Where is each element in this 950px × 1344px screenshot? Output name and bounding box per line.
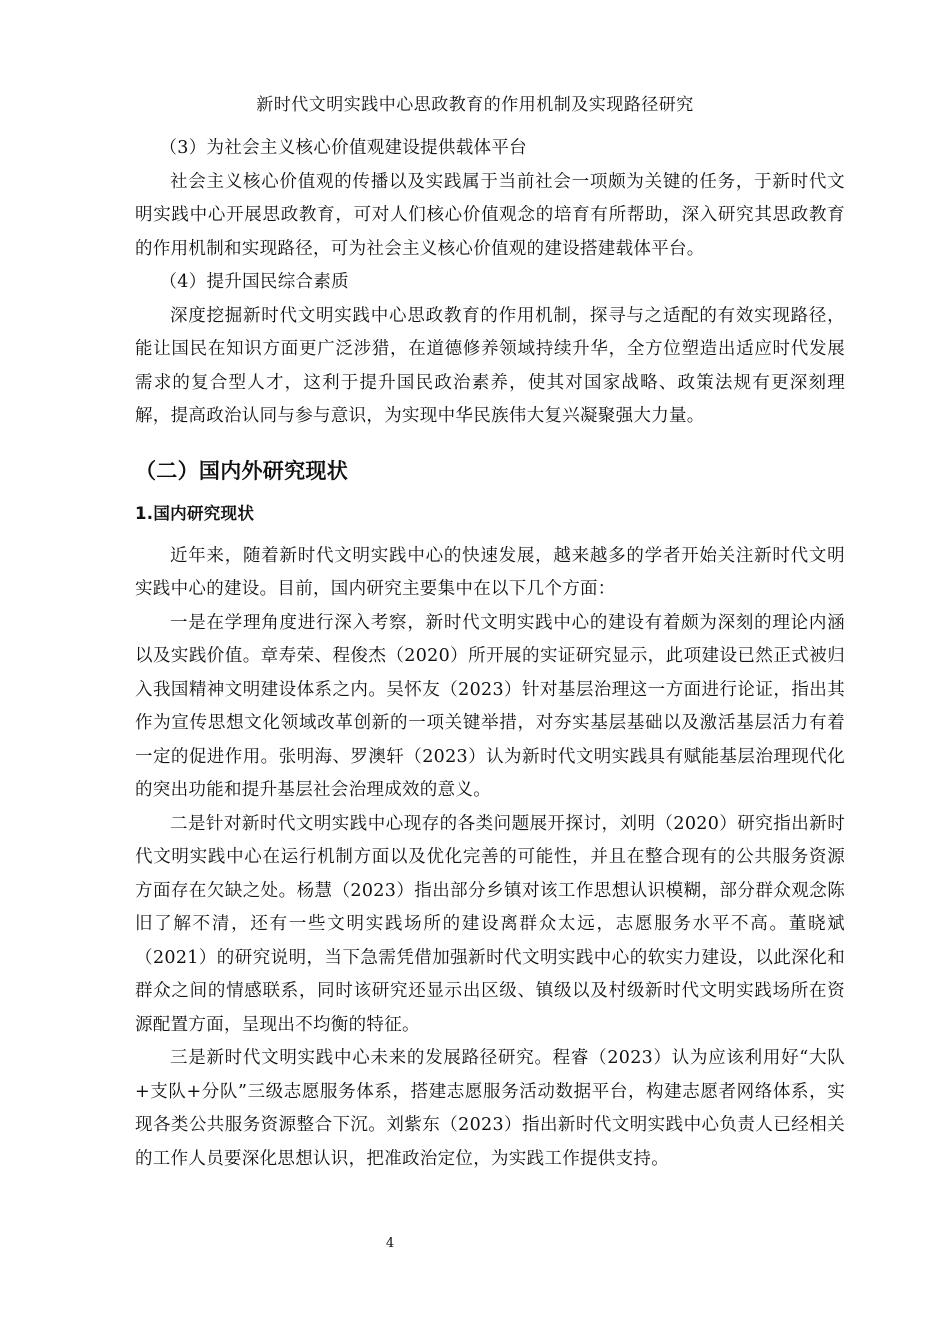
item-3-paragraph: 社会主义核心价值观的传播以及实践属于当前社会一项颇为关键的任务，于新时代文明实践中心开展思政教育，可对人们核心价值观念的培育有所帮助，深入研究其思政教育的作用机制和实现路径，可为社会主义核心价值观的建设搭建载体平台。: [135, 171, 845, 259]
running-header: 新时代文明实践中心思政教育的作用机制及实现路径研究: [256, 95, 694, 115]
paragraph-first: 一是在学理角度进行深入考察，新时代文明实践中心的建设有着颇为深刻的理论内涵以及实践价值。章寿荣、程俊杰（2020）所开展的实证研究显示，此项建设已然正式被归入我国精神文明建设体系之内。吴怀友（2023）针对基层治理这一方面进行论证，指出其作为宣传思想文化领域改革创新的一项关键举措，对夯实基层基础以及激活基层活力有着一定的促进作用。张明海、罗澳轩（2023）认为新时代文明实践具有赋能基层治理现代化的突出功能和提升基层社会治理成效的意义。: [135, 612, 845, 800]
item-4-heading: （4）提升国民综合素质: [159, 272, 349, 292]
body-text: [135, 132, 845, 1176]
item-4-paragraph: 深度挖掘新时代文明实践中心思政教育的作用机制，探寻与之适配的有效实现路径，能让国民在知识方面更广泛涉猎，在道德修养领域持续升华，全方位塑造出适应时代发展需求的复合型人才，这利于提升国民政治素养，使其对国家战略、政策法规有更深刻理解，提高政治认同与参与意识，为实现中华民族伟大复兴凝聚强大力量。: [135, 305, 845, 426]
paragraph-intro: 近年来，随着新时代文明实践中心的快速发展，越来越多的学者开始关注新时代文明实践中心的建设。目前，国内研究主要集中在以下几个方面：: [135, 545, 845, 599]
paragraph-third: 三是新时代文明实践中心未来的发展路径研究。程睿（2023）认为应该利用好“大队+支队+分队”三级志愿服务体系，搭建志愿服务活动数据平台，构建志愿者网络体系，实现各类公共服务资源整合下沉。刘紫东（2023）指出新时代文明实践中心负责人已经相关的工作人员要深化思想认识，把准政治定位，为实践工作提供支持。: [135, 1048, 845, 1169]
sub-heading: 1.国内研究现状: [135, 503, 255, 523]
section-heading: （二）国内外研究现状: [135, 458, 348, 483]
item-3-heading: （3）为社会主义核心价值观建设提供载体平台: [159, 138, 527, 158]
paragraph-second: 二是针对新时代文明实践中心现存的各类问题展开探讨，刘明（2020）研究指出新时代文明实践中心在运行机制方面以及优化完善的可能性，并且在整合现有的公共服务资源方面存在欠缺之处。杨慧（2023）指出部分乡镇对该工作思想认识模糊，部分群众观念陈旧了解不清，还有一些文明实践场所的建设离群众太远，志愿服务水平不高。董晓斌（2021）的研究说明，当下急需凭借加强新时代文明实践中心的软实力建设，以此深化和群众之间的情感联系，同时该研究还显示出区级、镇级以及村级新时代文明实践场所在资源配置方面，呈现出不均衡的特征。: [135, 813, 845, 1035]
page-number: 4: [385, 1236, 395, 1251]
